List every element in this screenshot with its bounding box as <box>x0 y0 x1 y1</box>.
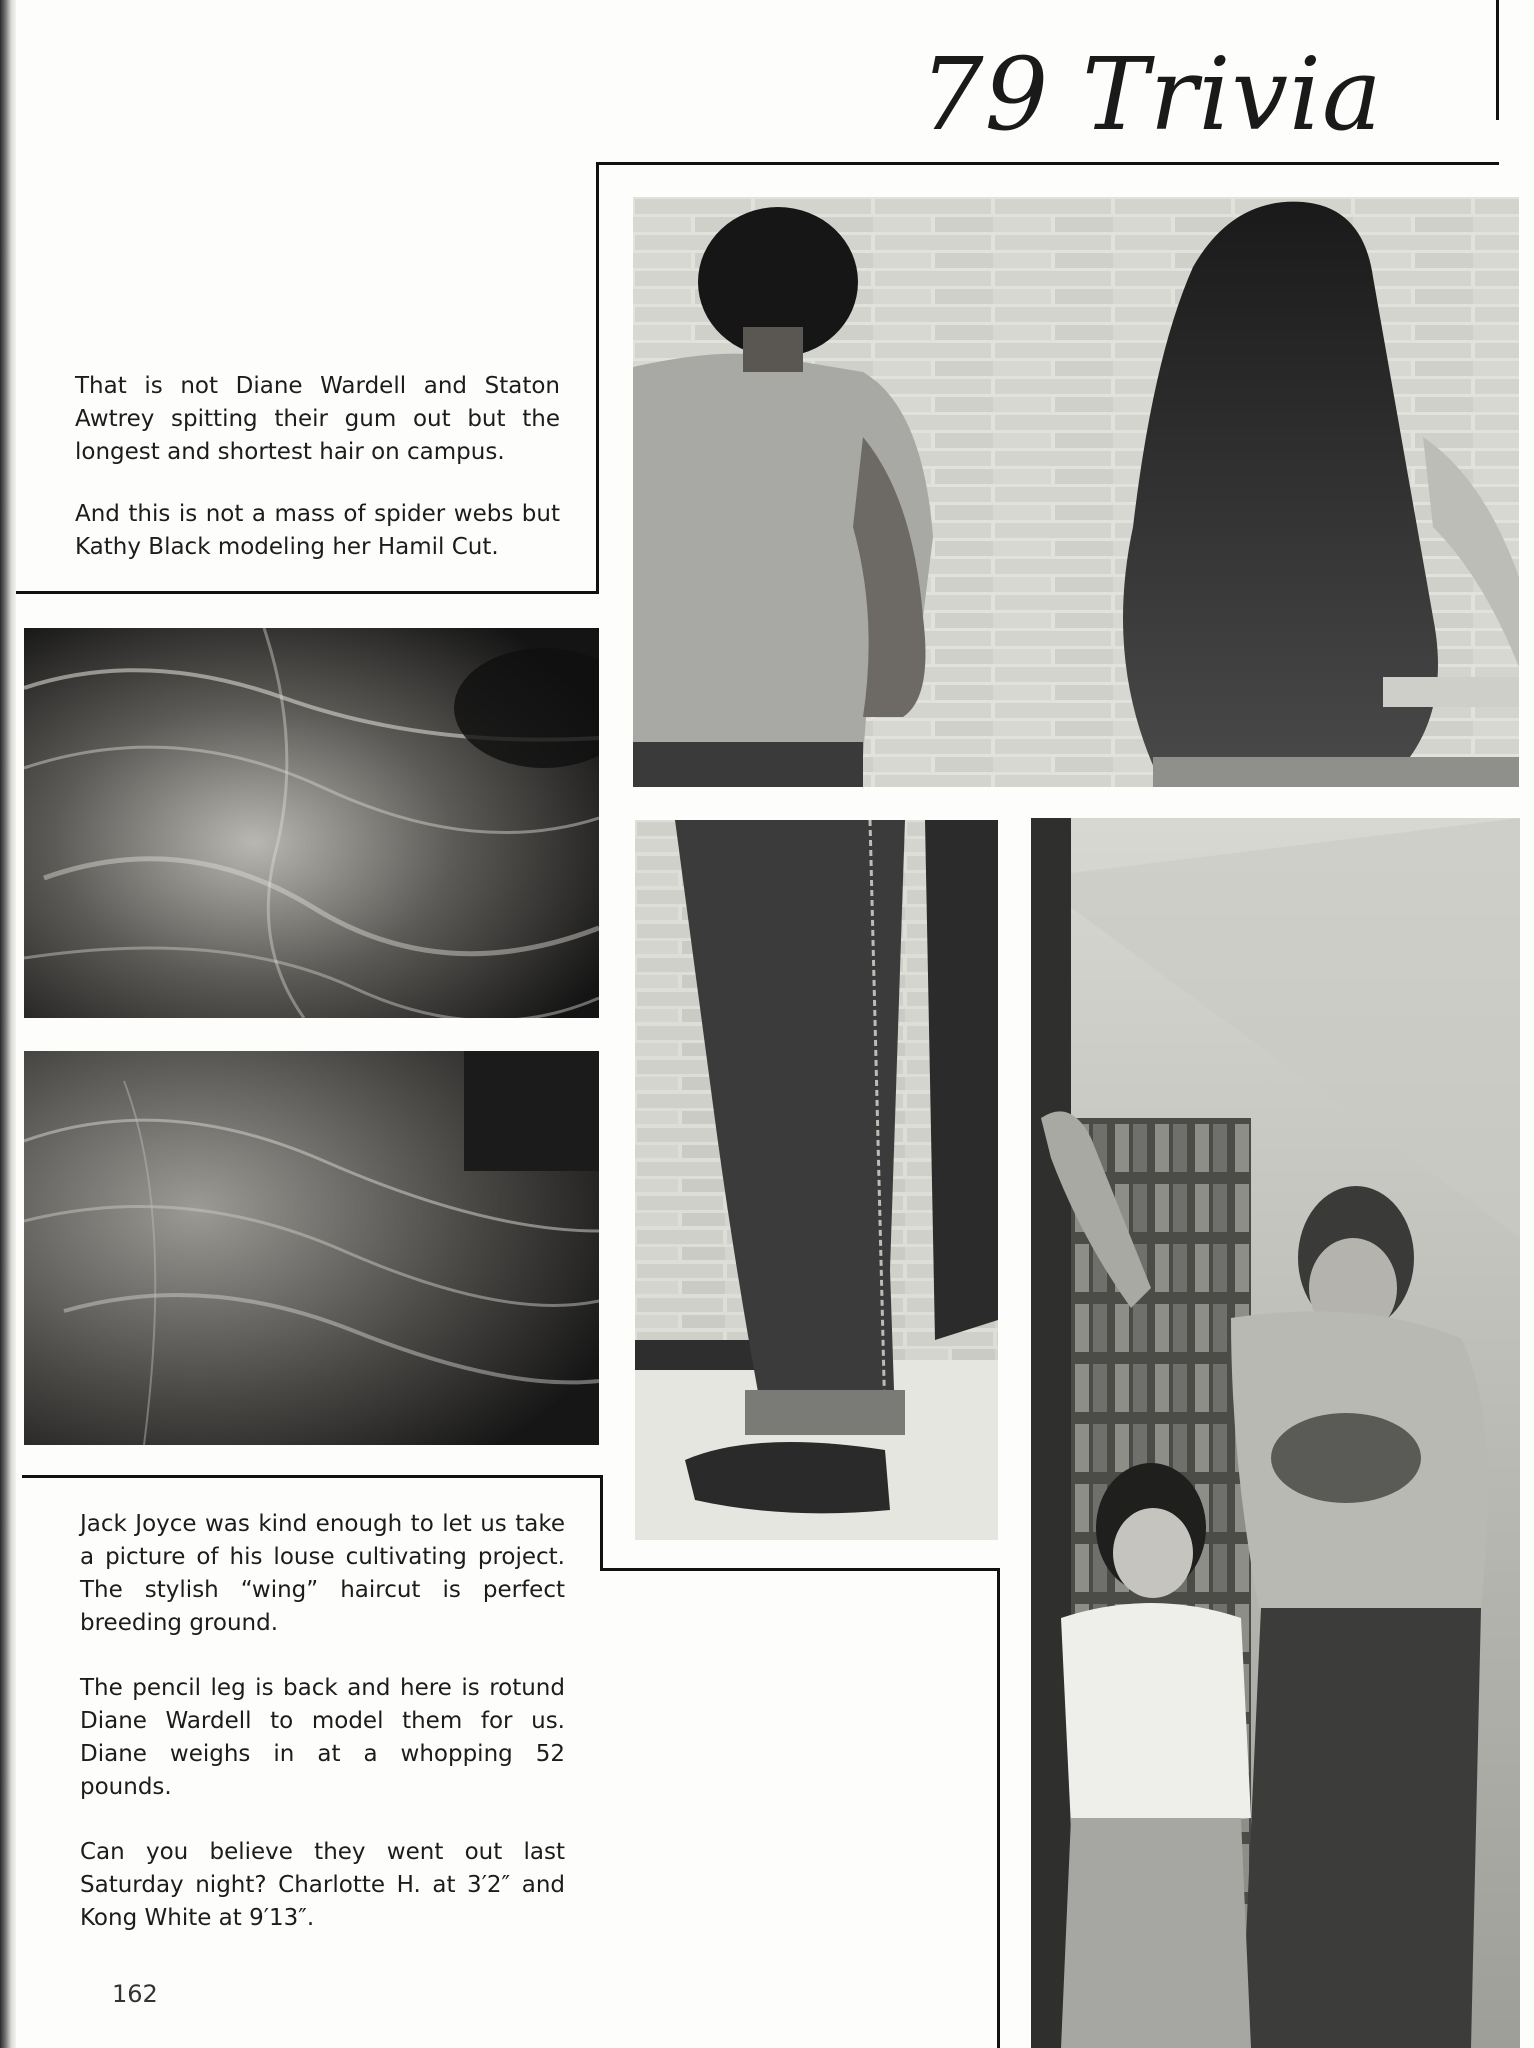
photo-pencil-leg <box>635 820 998 1540</box>
photo-tall-short-couple <box>1031 818 1520 2048</box>
frame-rule-top-right <box>1496 0 1499 120</box>
binding-edge <box>0 0 16 2048</box>
frame-rule-upper-caption-right <box>596 162 599 594</box>
frame-rule-title-bottom <box>596 162 1499 165</box>
photo-long-short-hair <box>633 197 1519 787</box>
frame-rule-lower-caption-right <box>997 1568 1000 2048</box>
caption-louse-project: Jack Joyce was kind enough to let us take a picture of his louse cultivating project. The stylish “wing” haircut is perfect breeding ground. <box>80 1511 565 1636</box>
frame-rule-upper-caption-bottom <box>16 591 599 594</box>
caption-hair-1: That is not Diane Wardell and Staton Awtrey spitting their gum out but the longest and shortest hair on campus. <box>75 373 560 465</box>
caption-pencil-leg: The pencil leg is back and here is rotund Diane Wardell to model them for us. Diane weighs in at a whopping 52 pounds. <box>80 1675 565 1800</box>
frame-rule-lower-caption-step-down <box>600 1475 603 1570</box>
page-title: 79 Trivia <box>920 36 1383 153</box>
photo-wing-haircut <box>24 1051 599 1445</box>
caption-hair-2: And this is not a mass of spider webs but Kathy Black modeling her Hamil Cut. <box>75 501 560 560</box>
caption-couple-heights: Can you believe they went out last Saturday night? Charlotte H. at 3′2″ and Kong White at 9′13″. <box>80 1839 565 1931</box>
frame-rule-lower-caption-step <box>600 1568 1000 1571</box>
page-number: 162 <box>112 1980 158 2008</box>
frame-rule-lower-caption-top <box>22 1475 603 1478</box>
photo-hair-closeup-spider-webs <box>24 628 599 1018</box>
